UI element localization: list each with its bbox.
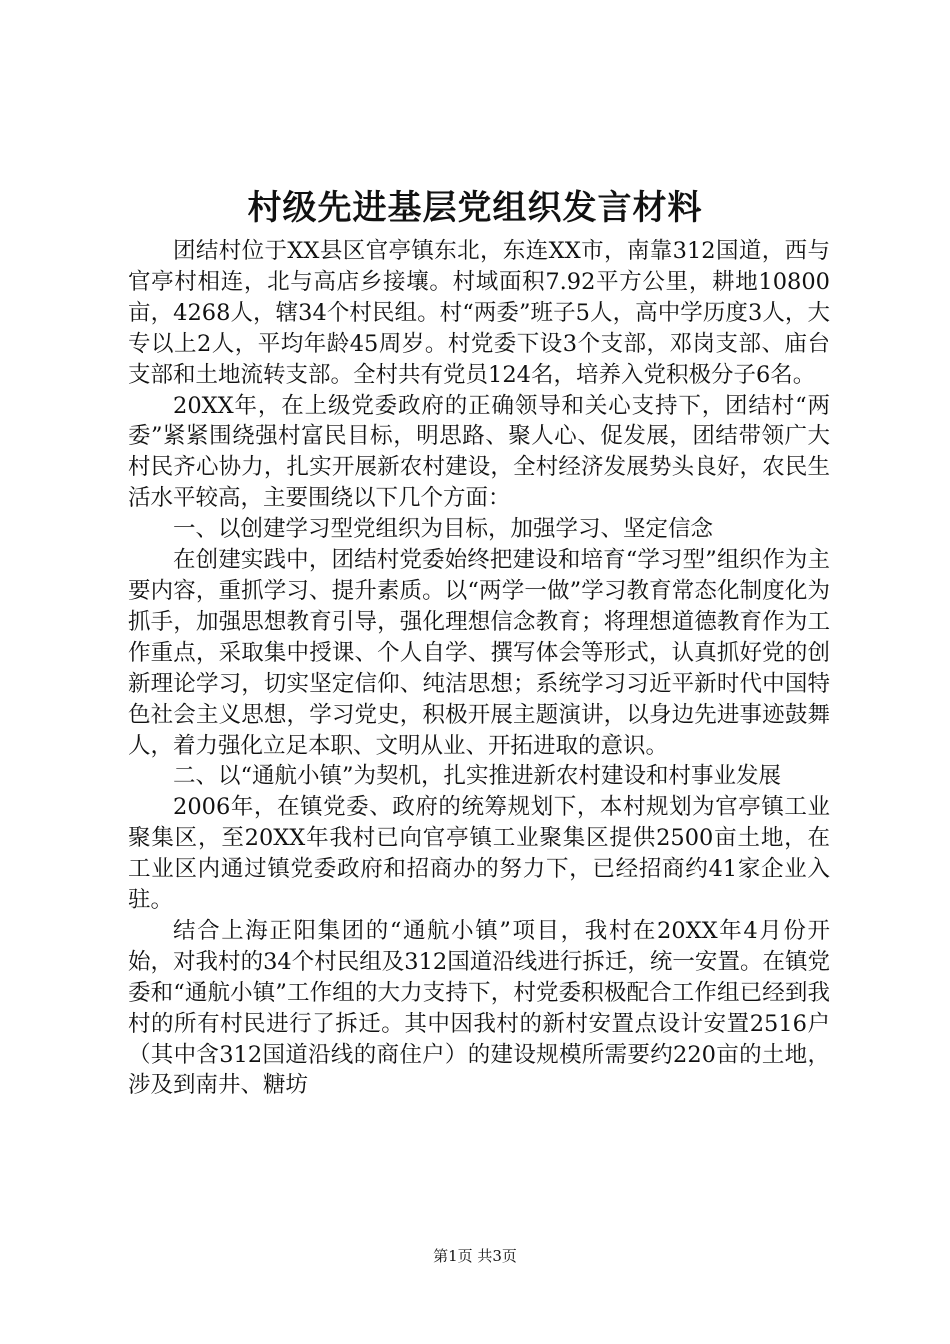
paragraph-overview: 20XX年，在上级党委政府的正确领导和关心支持下，团结村“两委”紧紧围绕强村富民目标，明思路、聚人心、促发展，团结带领广大村民齐心协力，扎实开展新农村建设，全村经济发展势头良好，农民生活水平较高，主要围绕以下几个方面：	[128, 392, 830, 512]
paragraph-aviation-town: 结合上海正阳集团的“通航小镇”项目，我村在20XX年4月份开始，对我村的34个村民组及312国道沿线进行拆迁，统一安置。在镇党委和“通航小镇”工作组的大力支持下，村党委积极配合工作组已经到我村的所有村民进行了拆迁。其中因我村的新村安置点设计安置2516户（其中含312国道沿线的商住户）的建设规模所需要约220亩的土地，涉及到南井、糖坊	[128, 917, 830, 1099]
page-footer: 第1页 共3页	[433, 1247, 517, 1265]
paragraph-industrial-zone: 2006年，在镇党委、政府的统筹规划下，本村规划为官亭镇工业聚集区，至20XX年我村已向官亭镇工业聚集区提供2500亩土地，在工业区内通过镇党委政府和招商办的努力下，已经招商约41家企业入驻。	[128, 794, 830, 914]
paragraph-learning: 在创建实践中，团结村党委始终把建设和培育“学习型”组织作为主要内容，重抓学习、提升素质。以“两学一做”学习教育常态化制度化为抓手，加强思想教育引导，强化理想信念教育；将理想道德教育作为工作重点，采取集中授课、个人自学、撰写体会等形式，认真抓好党的创新理论学习，切实坚定信仰、纯洁思想；系统学习习近平新时代中国特色社会主义思想，学习党史，积极开展主题演讲，以身边先进事迹鼓舞人，着力强化立足本职、文明从业、开拓进取的意识。	[128, 547, 830, 759]
document-title: 村级先进基层党组织发言材料	[247, 188, 703, 228]
section-heading-2: 二、以“通航小镇”为契机，扎实推进新农村建设和村事业发展	[173, 763, 782, 790]
section-heading-1: 一、以创建学习型党组织为目标，加强学习、坚定信念	[173, 516, 714, 543]
paragraph-intro: 团结村位于XX县区官亭镇东北，东连XX市，南靠312国道，西与官亭村相连，北与高店乡接壤。村域面积7.92平方公里，耕地10800亩，4268人，辖34个村民组。村“两委”班子5人，高中学历度3人，大专以上2人，平均年龄45周岁。村党委下设3个支部，邓岗支部、庙台支部和土地流转支部。全村共有党员124名，培养入党积极分子6名。	[128, 238, 830, 388]
document-body	[128, 236, 830, 1101]
